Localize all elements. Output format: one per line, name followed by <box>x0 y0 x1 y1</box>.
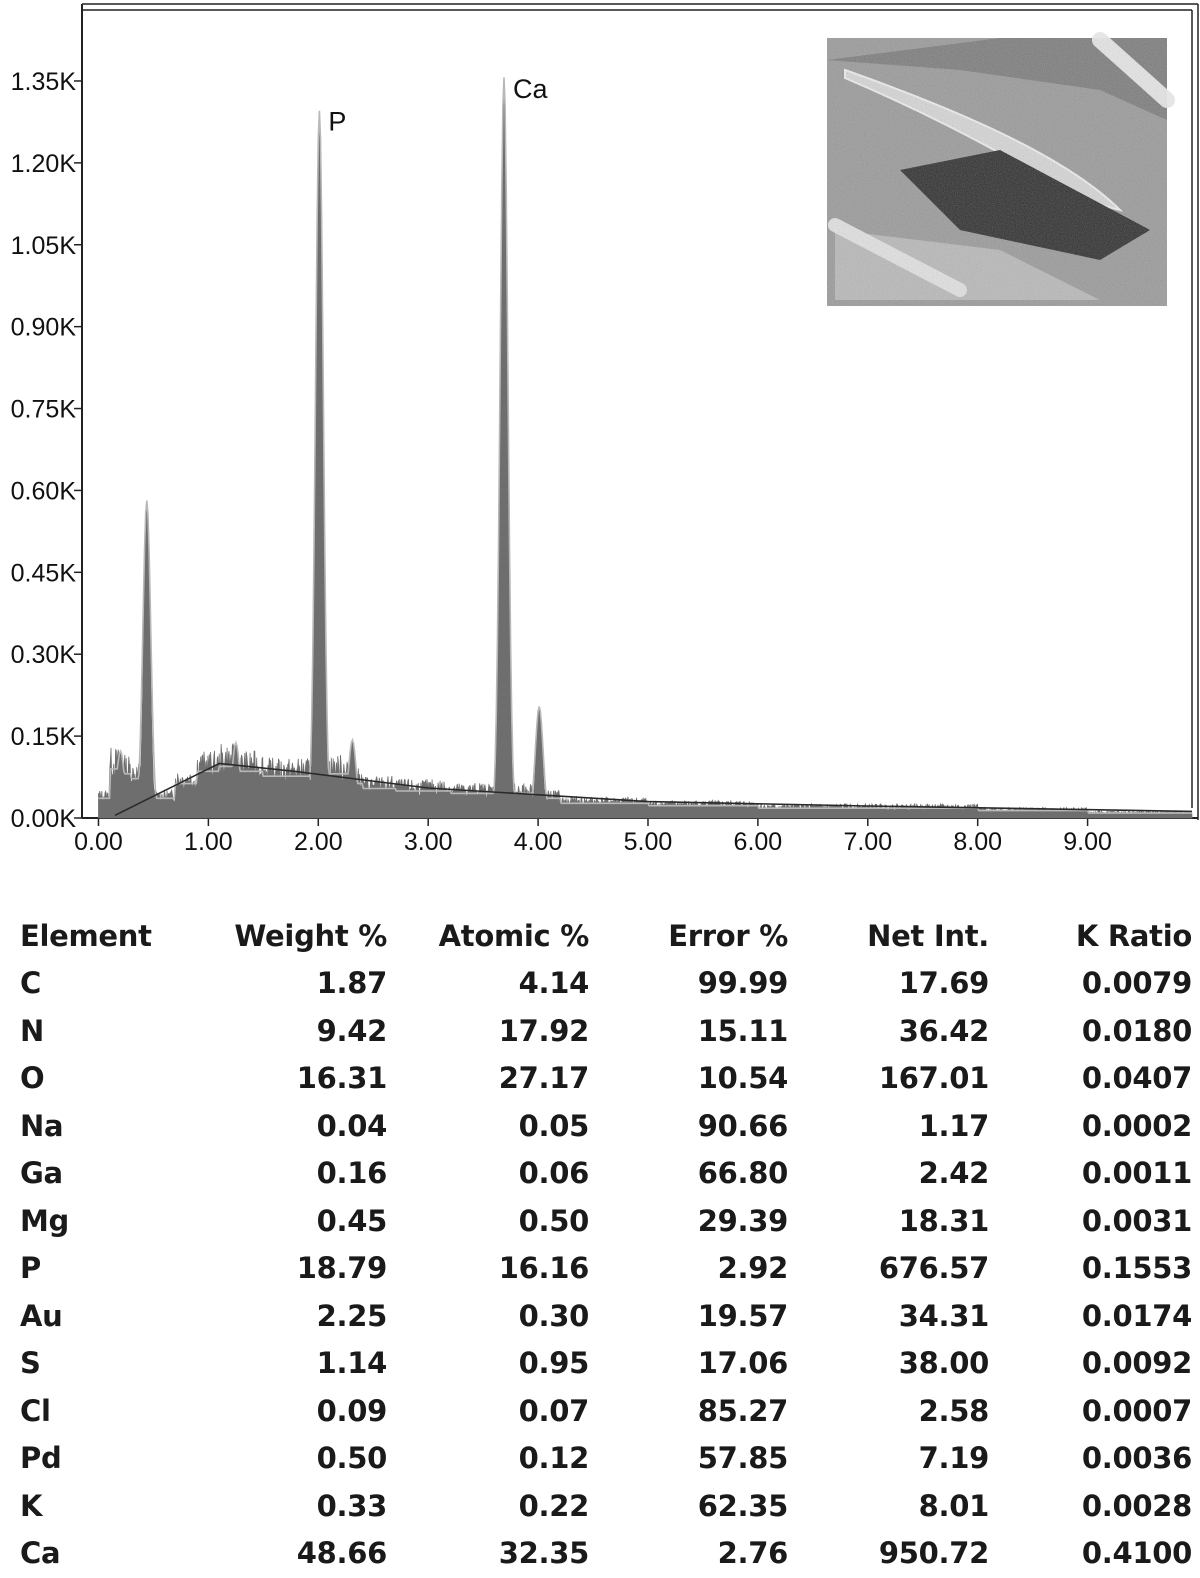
value-cell: 0.1553 <box>989 1245 1192 1293</box>
element-cell: Cl <box>20 1388 175 1436</box>
element-cell: N <box>20 1008 175 1056</box>
column-header: Element <box>20 912 175 960</box>
x-tick-label: 5.00 <box>624 828 673 856</box>
value-cell: 0.22 <box>387 1483 589 1531</box>
table-row <box>20 1340 1192 1388</box>
table-row <box>20 1055 1192 1103</box>
table-header-row <box>20 912 1192 960</box>
x-tick-label: 3.00 <box>404 828 453 856</box>
y-tick <box>11 477 82 505</box>
value-cell: 9.42 <box>175 1008 387 1056</box>
table-row <box>20 1245 1192 1293</box>
column-header: Net Int. <box>788 912 989 960</box>
y-tick-label: 1.05K <box>11 232 77 260</box>
element-cell: K <box>20 1483 175 1531</box>
x-tick-label: 9.00 <box>1063 828 1112 856</box>
table-row <box>20 1388 1192 1436</box>
y-tick <box>11 641 82 669</box>
value-cell: 0.0011 <box>989 1150 1192 1198</box>
value-cell: 0.16 <box>175 1150 387 1198</box>
value-cell: 1.17 <box>788 1103 989 1151</box>
value-cell: 8.01 <box>788 1483 989 1531</box>
y-tick-label: 0.30K <box>11 641 77 669</box>
y-tick <box>11 68 82 96</box>
y-tick-label: 0.15K <box>11 723 77 751</box>
y-tick <box>11 314 82 342</box>
table-row <box>20 1435 1192 1483</box>
value-cell: 2.58 <box>788 1388 989 1436</box>
value-cell: 2.25 <box>175 1293 387 1341</box>
column-header: K Ratio <box>989 912 1192 960</box>
peak-label: P <box>328 107 346 137</box>
table-row <box>20 1198 1192 1246</box>
value-cell: 167.01 <box>788 1055 989 1103</box>
value-cell: 15.11 <box>589 1008 788 1056</box>
value-cell: 19.57 <box>589 1293 788 1341</box>
value-cell: 29.39 <box>589 1198 788 1246</box>
element-cell: Au <box>20 1293 175 1341</box>
x-tick-label: 6.00 <box>734 828 783 856</box>
y-tick <box>11 559 82 587</box>
value-cell: 2.42 <box>788 1150 989 1198</box>
element-cell: O <box>20 1055 175 1103</box>
x-tick <box>74 818 123 856</box>
column-header: Atomic % <box>387 912 589 960</box>
element-cell: Ga <box>20 1150 175 1198</box>
table-row <box>20 1293 1192 1341</box>
value-cell: 17.69 <box>788 960 989 1008</box>
x-tick <box>843 818 892 856</box>
element-cell: Pd <box>20 1435 175 1483</box>
value-cell: 0.09 <box>175 1388 387 1436</box>
value-cell: 0.04 <box>175 1103 387 1151</box>
value-cell: 2.92 <box>589 1245 788 1293</box>
value-cell: 7.19 <box>788 1435 989 1483</box>
table-row <box>20 1103 1192 1151</box>
value-cell: 18.31 <box>788 1198 989 1246</box>
value-cell: 0.0028 <box>989 1483 1192 1531</box>
y-tick <box>11 396 82 424</box>
value-cell: 0.0079 <box>989 960 1192 1008</box>
value-cell: 10.54 <box>589 1055 788 1103</box>
value-cell: 0.07 <box>387 1388 589 1436</box>
y-tick-label: 0.90K <box>11 314 77 342</box>
value-cell: 0.95 <box>387 1340 589 1388</box>
table-row <box>20 1150 1192 1198</box>
y-tick <box>11 805 82 833</box>
value-cell: 0.0031 <box>989 1198 1192 1246</box>
x-tick <box>514 818 563 856</box>
value-cell: 0.12 <box>387 1435 589 1483</box>
element-cell: C <box>20 960 175 1008</box>
value-cell: 0.0174 <box>989 1293 1192 1341</box>
value-cell: 62.35 <box>589 1483 788 1531</box>
x-tick <box>404 818 453 856</box>
x-tick <box>294 818 343 856</box>
column-header: Weight % <box>175 912 387 960</box>
table-row <box>20 1483 1192 1531</box>
y-tick <box>11 232 82 260</box>
value-cell: 17.92 <box>387 1008 589 1056</box>
value-cell: 57.85 <box>589 1435 788 1483</box>
value-cell: 0.0407 <box>989 1055 1192 1103</box>
value-cell: 66.80 <box>589 1150 788 1198</box>
value-cell: 0.0180 <box>989 1008 1192 1056</box>
y-tick-label: 0.60K <box>11 477 77 505</box>
value-cell: 17.06 <box>589 1340 788 1388</box>
table-row <box>20 1530 1192 1578</box>
y-axis-ticks <box>11 68 82 833</box>
y-tick <box>11 150 82 178</box>
y-tick-label: 0.75K <box>11 396 77 424</box>
x-tick-label: 4.00 <box>514 828 563 856</box>
column-header: Error % <box>589 912 788 960</box>
value-cell: 0.05 <box>387 1103 589 1151</box>
peak-labels <box>328 74 548 137</box>
value-cell: 0.0007 <box>989 1388 1192 1436</box>
x-tick <box>184 818 233 856</box>
element-cell: Mg <box>20 1198 175 1246</box>
value-cell: 36.42 <box>788 1008 989 1056</box>
table-body <box>20 960 1192 1578</box>
value-cell: 27.17 <box>387 1055 589 1103</box>
value-cell: 0.4100 <box>989 1530 1192 1578</box>
value-cell: 16.31 <box>175 1055 387 1103</box>
y-tick-label: 0.00K <box>11 805 77 833</box>
table-row <box>20 1008 1192 1056</box>
x-tick-label: 1.00 <box>184 828 233 856</box>
element-cell: Na <box>20 1103 175 1151</box>
x-tick-label: 0.00 <box>74 828 123 856</box>
y-tick-label: 1.20K <box>11 150 77 178</box>
x-tick <box>953 818 1002 856</box>
value-cell: 0.0002 <box>989 1103 1192 1151</box>
value-cell: 90.66 <box>589 1103 788 1151</box>
x-tick <box>624 818 673 856</box>
value-cell: 0.50 <box>175 1435 387 1483</box>
x-tick <box>734 818 783 856</box>
element-results-table <box>20 912 1192 1578</box>
value-cell: 0.0092 <box>989 1340 1192 1388</box>
x-tick <box>1063 818 1112 856</box>
y-tick-label: 0.45K <box>11 559 77 587</box>
value-cell: 0.33 <box>175 1483 387 1531</box>
value-cell: 18.79 <box>175 1245 387 1293</box>
value-cell: 4.14 <box>387 960 589 1008</box>
value-cell: 32.35 <box>387 1530 589 1578</box>
value-cell: 34.31 <box>788 1293 989 1341</box>
value-cell: 99.99 <box>589 960 788 1008</box>
x-axis-ticks <box>74 818 1112 856</box>
value-cell: 0.06 <box>387 1150 589 1198</box>
element-cell: P <box>20 1245 175 1293</box>
value-cell: 16.16 <box>387 1245 589 1293</box>
element-cell: S <box>20 1340 175 1388</box>
peak-label: Ca <box>513 74 548 104</box>
value-cell: 0.0036 <box>989 1435 1192 1483</box>
value-cell: 1.14 <box>175 1340 387 1388</box>
value-cell: 1.87 <box>175 960 387 1008</box>
element-cell: Ca <box>20 1530 175 1578</box>
value-cell: 85.27 <box>589 1388 788 1436</box>
x-tick-label: 7.00 <box>843 828 892 856</box>
value-cell: 0.30 <box>387 1293 589 1341</box>
value-cell: 950.72 <box>788 1530 989 1578</box>
value-cell: 676.57 <box>788 1245 989 1293</box>
value-cell: 0.50 <box>387 1198 589 1246</box>
x-tick-label: 8.00 <box>953 828 1002 856</box>
x-tick-label: 2.00 <box>294 828 343 856</box>
table-row <box>20 960 1192 1008</box>
y-tick <box>11 723 82 751</box>
value-cell: 48.66 <box>175 1530 387 1578</box>
y-tick-label: 1.35K <box>11 68 77 96</box>
value-cell: 2.76 <box>589 1530 788 1578</box>
value-cell: 0.45 <box>175 1198 387 1246</box>
value-cell: 38.00 <box>788 1340 989 1388</box>
sem-inset-image <box>827 38 1167 306</box>
